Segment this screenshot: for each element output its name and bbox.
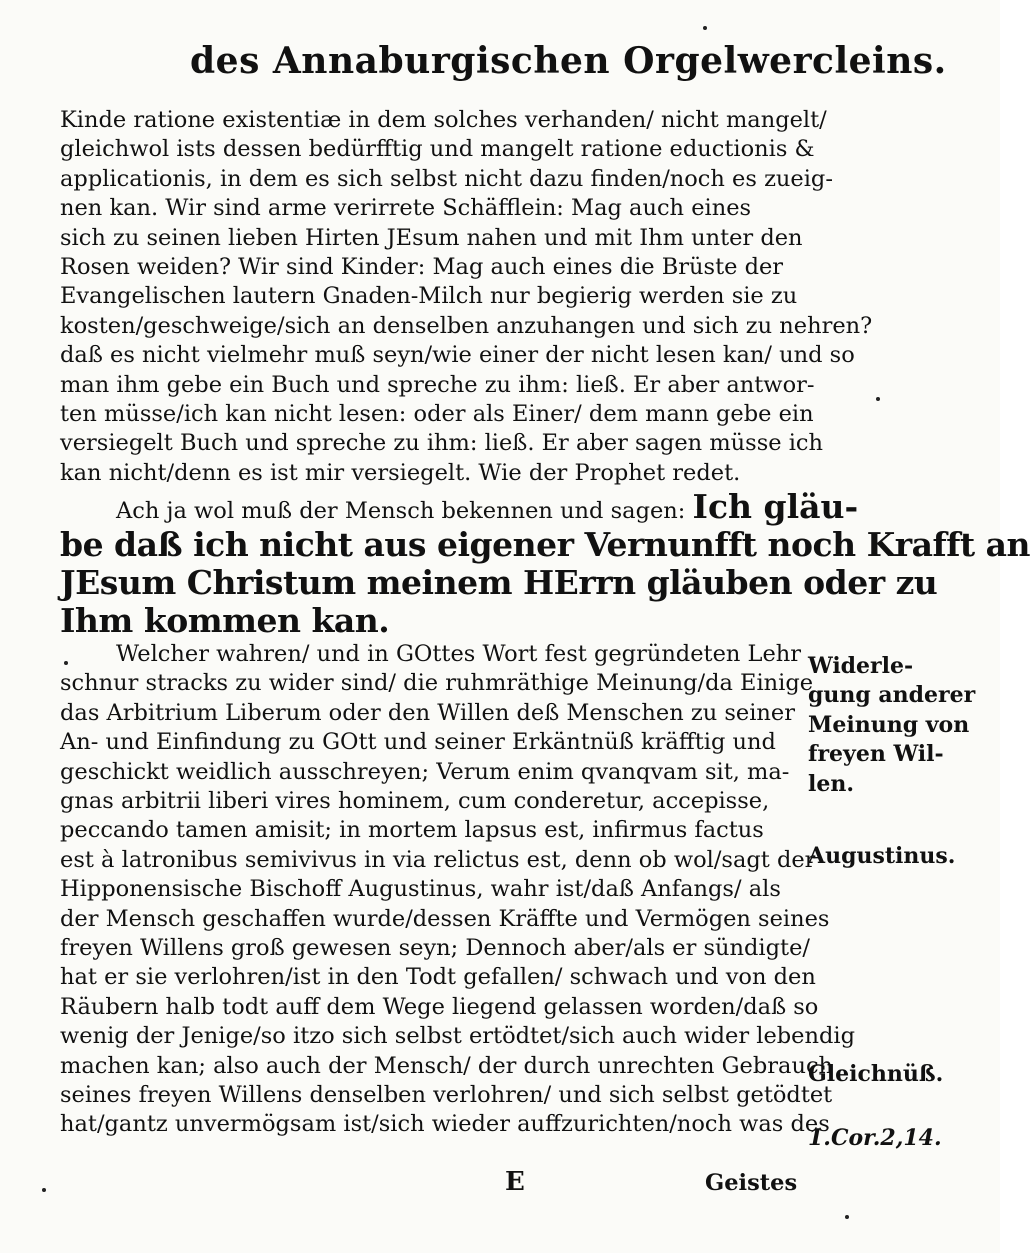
text-line: Welcher wahren/ und in GOttes Wort fest gegründeten Lehr [116, 641, 802, 668]
text-line: ten müsse/ich kan nicht lesen: oder als Einer/ dem mann gebe ein [60, 400, 814, 427]
text-line: freyen Willens groß gewesen seyn; Dennoch aber/als er sündigte/ [60, 934, 810, 961]
ink-speck [876, 397, 880, 401]
margin-note-gleichnuss: Gleichnüß. [808, 1061, 944, 1087]
text-line: das Arbitrium Liberum oder den Willen deß Menschen zu seiner [60, 699, 795, 726]
text-line: An- und Einfindung zu GOtt und seiner Erkäntnüß kräfftig und [60, 729, 776, 756]
text-line: peccando tamen amisit; in mortem lapsus est, infirmus factus [60, 817, 764, 844]
signature-mark: E [505, 1167, 525, 1197]
text-line: sich zu seinen lieben Hirten JEsum nahen und mit Ihm unter den [60, 224, 803, 251]
text-line: machen kan; also auch der Mensch/ der durch unrechten Gebrauch [60, 1052, 834, 1079]
text-line: kan nicht/denn es ist mir versiegelt. Wie der Prophet redet. [60, 459, 741, 486]
text-line: seines freyen Willens denselben verlohren/ und sich selbst getödtet [60, 1081, 833, 1108]
ink-speck [703, 26, 707, 30]
running-head: des Annaburgischen Orgelwercleins. [190, 40, 947, 82]
text-line: Kinde ratione existentiæ in dem solches verhanden/ nicht mangelt/ [60, 107, 827, 133]
text-line: schnur stracks zu wider sind/ die ruhmräthige Meinung/da Einige [60, 670, 814, 697]
ink-speck [845, 1215, 849, 1219]
text-line: daß es nicht vielmehr muß seyn/wie einer der nicht lesen kan/ und so [60, 342, 855, 369]
text-line: Hipponensische Bischoff Augustinus, wahr ist/daß Anfangs/ als [60, 876, 781, 903]
ink-speck [64, 661, 68, 665]
emphasis-line: Ihm kommen kan. [60, 601, 390, 641]
text-line: hat/gantz unvermögsam ist/sich wieder auffzurichten/noch was des [60, 1111, 830, 1138]
text-line: est à latronibus semivivus in via relictus est, denn ob wol/sagt der [60, 846, 816, 873]
emphasis-lead: Ach ja wol muß der Mensch bekennen und sagen: [116, 498, 686, 525]
text-line: hat er sie verlohren/ist in den Todt gefallen/ schwach und von den [60, 964, 816, 991]
catchword: Geistes [705, 1170, 798, 1196]
emphasis-line: JEsum Christum meinem HErrn gläuben oder zu [60, 563, 938, 603]
text-line: versiegelt Buch und spreche zu ihm: ließ. Er aber sagen müsse ich [60, 430, 824, 457]
emphasis-lead-big: Ich gläu- [692, 487, 859, 527]
text-line: gleichwol ists dessen bedürfftig und mangelt ratione eductionis & [60, 136, 815, 163]
emphasis-line: be daß ich nicht aus eigener Vernunfft noch Krafft an [60, 525, 1030, 565]
text-line: nen kan. Wir sind arme verirrete Schäfflein: Mag auch eines [60, 195, 752, 222]
text-line: geschickt weidlich ausschreyen; Verum enim qvanqvam sit, ma- [60, 758, 790, 785]
emphasis-lead-line [60, 487, 859, 527]
text-line: gnas arbitrii liberi vires hominem, cum conderetur, accepisse, [60, 788, 770, 815]
text-line: kosten/geschweige/sich an denselben anzuhangen und sich zu nehren? [60, 312, 873, 339]
text-line: man ihm gebe ein Buch und spreche zu ihm: ließ. Er aber antwor- [60, 371, 815, 398]
ink-speck [42, 1188, 46, 1192]
margin-note-augustinus: Augustinus. [808, 843, 956, 869]
text-line: der Mensch geschaffen wurde/dessen Kräffte und Vermögen seines [60, 905, 830, 932]
text-line: wenig der Jenige/so itzo sich selbst ertödtet/sich auch wider lebendig [60, 1023, 855, 1050]
text-line: Räubern halb todt auff dem Wege liegend gelassen worden/daß so [60, 993, 819, 1020]
text-line: Rosen weiden? Wir sind Kinder: Mag auch eines die Brüste der [60, 253, 784, 280]
margin-note-scripture-ref: 1.Cor.2,14. [808, 1125, 942, 1151]
margin-note-widerlegung: Widerle- gung anderer Meinung von freyen Wil- len. [808, 653, 976, 797]
text-line: applicationis, in dem es sich selbst nicht dazu finden/noch es zueig- [60, 165, 833, 192]
text-line: Evangelischen lautern Gnaden-Milch nur begierig werden sie zu [60, 283, 798, 310]
